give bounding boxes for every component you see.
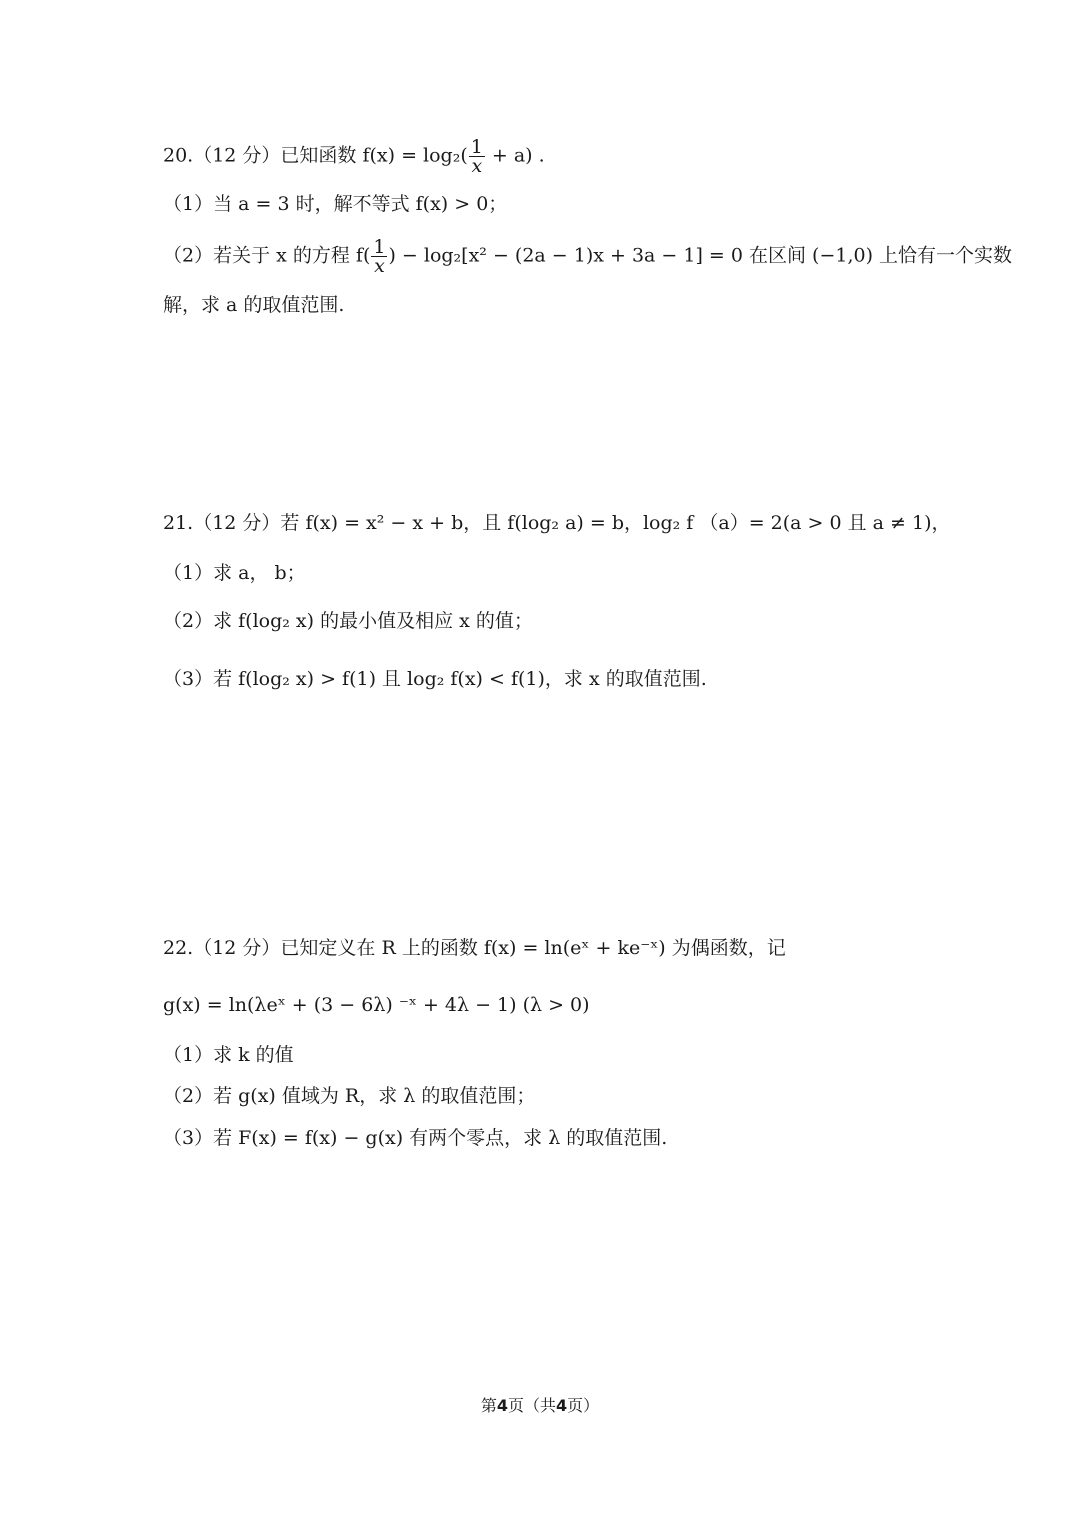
q22-definition: g(x) = ln(λeˣ + (3 − 6λ) ⁻ˣ + 4λ − 1) (λ > 0) <box>163 994 590 1016</box>
q21-stem <box>163 509 951 537</box>
q20-frac-num: 1 <box>470 136 483 158</box>
footer-mid: 页（共 <box>507 1396 556 1415</box>
q20-stem-pre: （12 分）已知函数 f(x) = log₂( <box>193 144 468 167</box>
q22-number: 22. <box>163 937 194 959</box>
footer-post: 页） <box>567 1396 600 1415</box>
footer-pre: 第 <box>480 1396 497 1415</box>
q22-stem <box>163 934 786 962</box>
q21-stem-text: （12 分）若 f(x) = x² − x + b，且 f(log₂ a) = b，log₂ f （a）= 2(a > 0 且 a ≠ 1)， <box>193 512 951 534</box>
q21-number: 21. <box>163 512 194 534</box>
q20-part2-post: ) − log₂[x² − (2a − 1)x + 3a − 1] = 0 在区间 (−1,0) 上恰有一个实数 <box>388 244 1013 267</box>
q20-stem-post: + a) . <box>485 144 545 167</box>
q20-frac-den: x <box>471 155 483 177</box>
footer-page-number: 4 <box>496 1396 508 1415</box>
q22-stem-text: （12 分）已知定义在 R 上的函数 f(x) = ln(eˣ + ke⁻ˣ) 为偶函数，记 <box>193 937 786 959</box>
q20-part2-frac-den: x <box>374 255 385 277</box>
q21-part1: （1）求 a， b； <box>163 562 306 584</box>
q20-stem <box>163 138 545 175</box>
q20-part2-continuation: 解，求 a 的取值范围. <box>163 294 345 316</box>
q20-part2-fraction <box>371 238 387 275</box>
q20-part2-frac-num: 1 <box>373 236 386 258</box>
q20-part2-pre: （2）若关于 x 的方程 f( <box>163 244 371 267</box>
q22-part2: （2）若 g(x) 值域为 R，求 λ 的取值范围； <box>163 1085 536 1107</box>
q20-part2 <box>163 238 1012 275</box>
q20-number: 20. <box>163 144 194 167</box>
footer-total-pages: 4 <box>556 1396 568 1415</box>
q21-part3: （3）若 f(log₂ x) > f(1) 且 log₂ f(x) < f(1)，求 x 的取值范围. <box>163 668 707 690</box>
q20-part1: （1）当 a = 3 时，解不等式 f(x) > 0； <box>163 193 508 215</box>
q22-part3: （3）若 F(x) = f(x) − g(x) 有两个零点，求 λ 的取值范围. <box>163 1127 668 1149</box>
q20-fraction <box>469 138 485 175</box>
q21-part2: （2）求 f(log₂ x) 的最小值及相应 x 的值； <box>163 610 533 632</box>
page-footer <box>0 1393 1080 1416</box>
q22-part1: （1）求 k 的值 <box>163 1044 294 1066</box>
